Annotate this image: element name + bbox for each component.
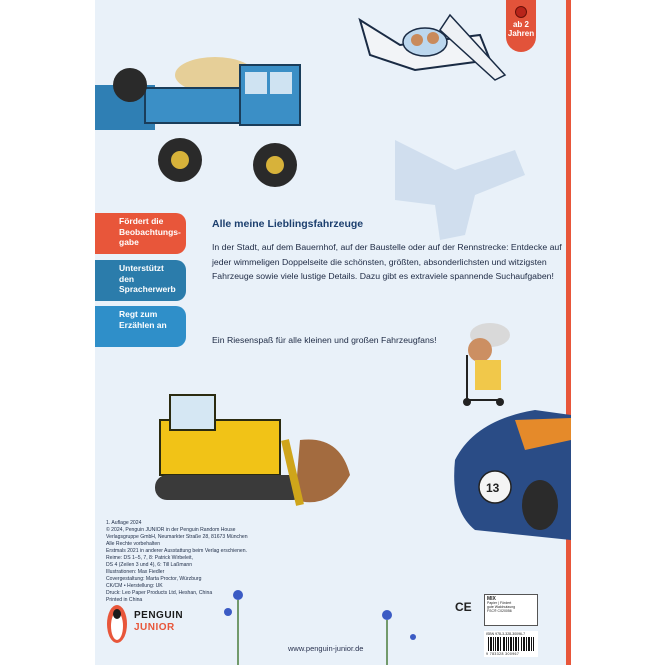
imprint-line: DS 4 (Zeilen 3 und 4), 6: Till Laßmann [106, 562, 193, 568]
imprint-line: © 2024, Penguin JUNIOR in der Penguin Random House [106, 527, 236, 533]
blurb-text: In der Stadt, auf dem Bauernhof, auf der Baustelle oder auf der Rennstrecke: Entdecke auf jeder wimmeligen Doppelseite die schönsten, größten, absonderlichsten und witzigsten Fahrzeuge sowie viele lustige Details. Dazu gibt es extraviele spannende Suchaufgaben! [212, 242, 562, 282]
feature-tab-observation [95, 213, 186, 254]
imprint-line: Erstmals 2021 in anderer Ausstattung beim Verlag erschienen. [106, 548, 248, 554]
feature-tab-label: Regt zum Erzählen an [119, 309, 167, 330]
imprint-line: Covergestaltung: Marta Proctor, Würzburg [106, 576, 202, 582]
ladybug-icon [515, 6, 527, 18]
barcode-number: 9 783328 300967 [486, 652, 520, 656]
penguin-icon [106, 604, 128, 644]
imprint-line: Druck: Leo Paper Products Ltd, Heshan, China [106, 590, 213, 596]
age-badge-line1: ab 2 [512, 20, 529, 29]
truck-illustration [95, 57, 300, 187]
fsc-line: Papier | Fördert [487, 601, 512, 605]
feature-tab-label: Fördert die Beobachtungs- gabe [119, 216, 181, 247]
imprint-line: Verlagsgruppe GmbH, Neumarkter Straße 28, 81673 München [106, 534, 248, 540]
book-title: Alle meine Lieblingsfahrzeuge [212, 218, 364, 230]
age-badge-line2: Jahren [507, 29, 535, 38]
fsc-label [484, 594, 538, 626]
logo-word-penguin: PENGUIN [134, 610, 184, 621]
logo-word-junior: JUNIOR [134, 622, 175, 633]
imprint-line: Alle Rechte vorbehalten [106, 541, 161, 547]
svg-text:13: 13 [486, 481, 500, 495]
imprint-line: CK/CM • Herstellung: UK [106, 583, 163, 589]
feature-tab-language [95, 260, 186, 301]
barcode [484, 631, 538, 657]
age-badge [506, 0, 536, 52]
bulldozer-illustration [155, 395, 350, 505]
ce-mark: CE [455, 600, 472, 614]
isbn-text: ISBN 978-3-328-30096-7 [486, 632, 526, 636]
fsc-line: gute Waldnutzung [487, 605, 516, 609]
feature-tab-label: Unterstützt den Spracherwerb [119, 263, 176, 294]
fsc-code: FSC® C020056 [487, 609, 512, 613]
fsc-mix: MIX [487, 596, 496, 602]
race-car-illustration [454, 410, 571, 540]
imprint [106, 520, 286, 604]
imprint-line: Printed in China [106, 597, 143, 603]
plane-illustration [360, 15, 505, 80]
slogan-text: Ein Riesenspaß für alle kleinen und großen Fahrzeugfans! [212, 335, 437, 345]
imprint-line: Illustrationen: Max Fiedler [106, 569, 165, 575]
website-url[interactable]: www.penguin-junior.de [288, 644, 364, 653]
imprint-line: Reime: DS 1–5, 7, 8: Patrick Wirbeleit, [106, 555, 193, 561]
feature-tab-storytelling [95, 306, 186, 347]
imprint-line: 1. Auflage 2024 [106, 520, 142, 526]
